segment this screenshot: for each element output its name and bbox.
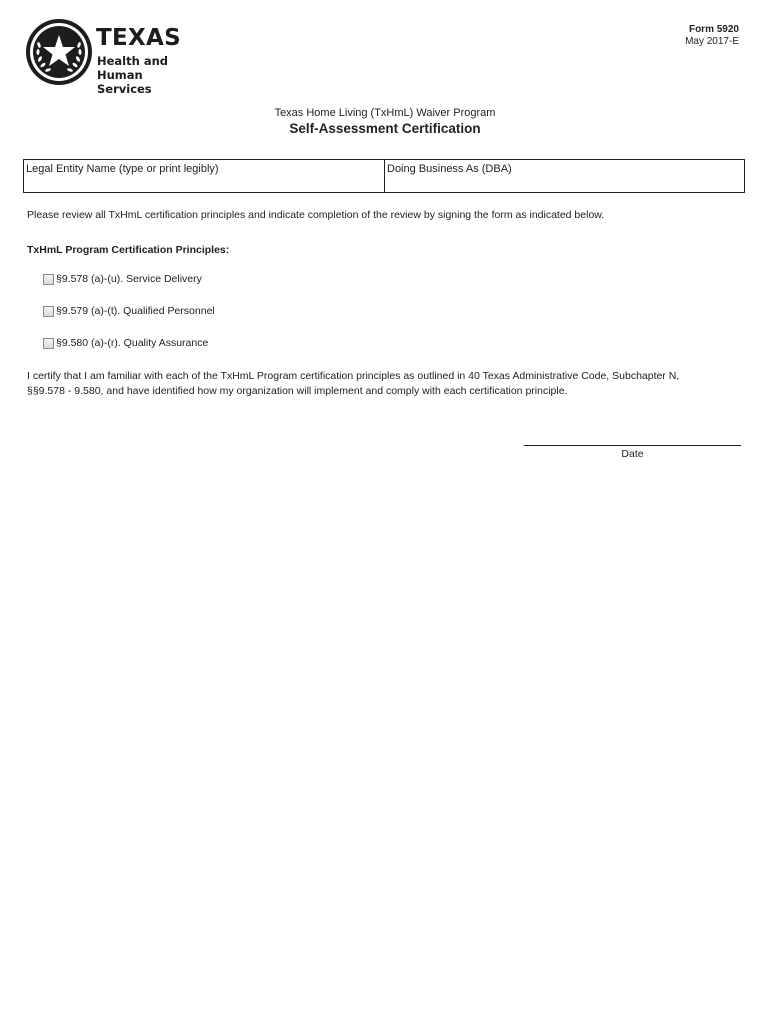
certification-line-2: §§9.578 - 9.580, and have identified how my organization will implement and comply with each certification principle. bbox=[27, 385, 568, 397]
dba-field[interactable] bbox=[385, 160, 744, 192]
principles-heading: TxHmL Program Certification Principles: bbox=[27, 244, 230, 256]
qualified-personnel-checkbox[interactable] bbox=[43, 306, 54, 317]
legal-entity-name-field[interactable] bbox=[24, 160, 385, 192]
principle-item-service-delivery bbox=[43, 273, 202, 285]
program-name: Texas Home Living (TxHmL) Waiver Program bbox=[274, 107, 496, 119]
page-title: Self-Assessment Certification bbox=[289, 121, 481, 136]
dba-label: Doing Business As (DBA) bbox=[387, 163, 512, 175]
form-number: Form 5920 bbox=[688, 24, 739, 35]
form-date: May 2017-E bbox=[685, 36, 739, 47]
logo-subtitle-line2: Services bbox=[97, 82, 152, 96]
principle-label: §9.580 (a)-(r). Quality Assurance bbox=[56, 337, 209, 349]
texas-hhs-logo bbox=[24, 17, 204, 96]
certification-line-1: I certify that I am familiar with each of the TxHmL Program certification principles as outlined in 40 Texas Administrative Code, Subchapter N, bbox=[27, 370, 680, 382]
certification-statement bbox=[27, 369, 739, 399]
texas-seal-icon bbox=[24, 17, 94, 87]
date-label: Date bbox=[621, 448, 644, 460]
legal-entity-name-label: Legal Entity Name (type or print legibly) bbox=[26, 163, 219, 175]
quality-assurance-checkbox[interactable] bbox=[43, 338, 54, 349]
principle-label: §9.578 (a)-(u). Service Delivery bbox=[56, 273, 202, 285]
principle-item-quality-assurance bbox=[43, 337, 208, 349]
form-meta bbox=[685, 24, 739, 48]
instructions-text: Please review all TxHmL certification principles and indicate completion of the review by signing the form as indicated below. bbox=[27, 209, 605, 221]
principle-item-qualified-personnel bbox=[43, 305, 215, 317]
logo-title: TEXAS bbox=[96, 25, 181, 51]
date-signature-line[interactable] bbox=[524, 445, 741, 446]
service-delivery-checkbox[interactable] bbox=[43, 274, 54, 285]
logo-subtitle bbox=[97, 54, 217, 96]
entity-fields-box bbox=[23, 159, 745, 193]
logo-subtitle-line1: Health and Human bbox=[97, 54, 168, 82]
principle-label: §9.579 (a)-(t). Qualified Personnel bbox=[56, 305, 215, 317]
